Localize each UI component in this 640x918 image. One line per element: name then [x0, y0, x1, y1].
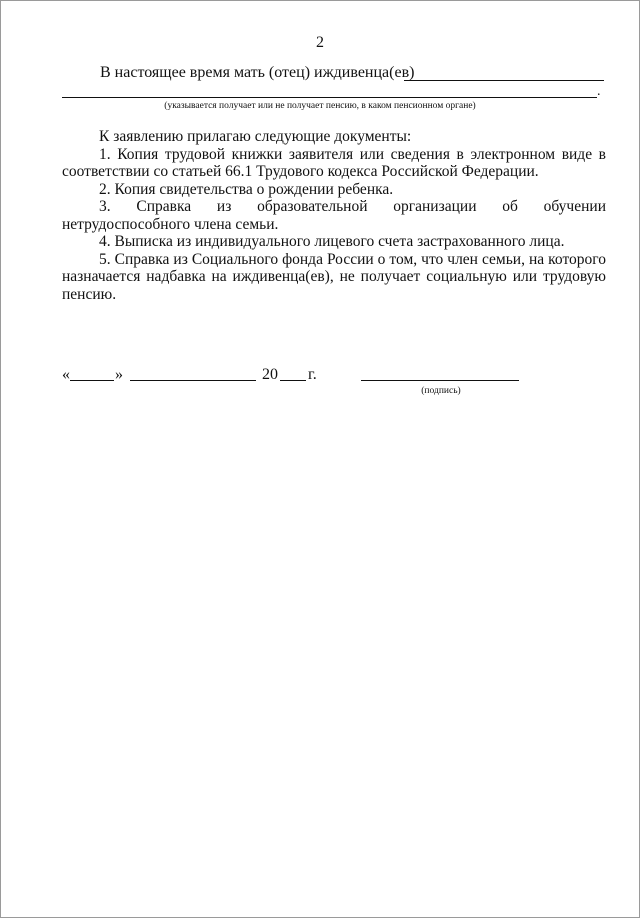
pension-hint: (указывается получает или не получает пенсию, в каком пенсионном органе): [164, 101, 476, 111]
date-year-suffix: г.: [308, 366, 317, 383]
date-day-field[interactable]: [70, 366, 114, 381]
statement-end-mark: .: [597, 84, 601, 99]
attachment-item: 2. Копия свидетельства о рождении ребенка.: [99, 180, 394, 198]
attachment-item: 4. Выписка из индивидуального лицевого счета застрахованного лица.: [99, 233, 565, 250]
date-close-quote: »: [115, 366, 123, 383]
date-open-quote: «: [62, 366, 70, 383]
date-year-field[interactable]: [280, 366, 306, 381]
signature-field[interactable]: [361, 366, 519, 381]
attachment-item: 3. Справка из образовательной организации об обучении нетрудоспособного члена семьи.: [62, 198, 606, 233]
attachment-item: 1. Копия трудовой книжки заявителя или сведения в электронном виде в соответствии со статьей 66.1 Трудового кодекса Российской Федерации.: [62, 145, 606, 180]
date-year-prefix: 20: [262, 366, 278, 383]
attachments-intro: К заявлению прилагаю следующие документы:: [99, 128, 412, 145]
attachments-list: [62, 128, 606, 303]
parent-pension-field-continued[interactable]: [62, 97, 597, 98]
statement-label: В настоящее время мать (отец) иждивенца(ев): [100, 64, 415, 81]
page-number: 2: [316, 34, 324, 51]
signature-hint: (подпись): [421, 386, 461, 396]
date-month-field[interactable]: [130, 366, 256, 381]
attachment-item: 5. Справка из Социального фонда России о том, что член семьи, на которого назначается надбавка на иждивенца(ев), не получает социальную или трудовую пенсию.: [62, 250, 606, 303]
parent-pension-field[interactable]: [404, 80, 604, 81]
